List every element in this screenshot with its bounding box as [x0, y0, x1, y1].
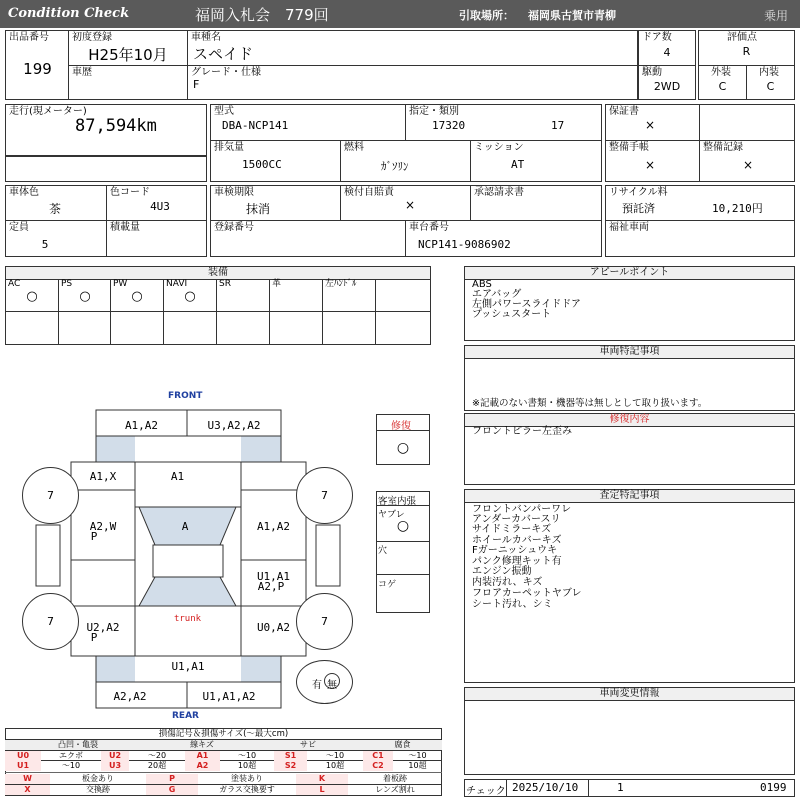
front-label: FRONT	[168, 391, 203, 401]
equip-label-ac: AC	[8, 279, 21, 289]
capacity-label: 定員	[9, 222, 29, 233]
displacement: 1500CC	[242, 158, 282, 171]
body-color: 茶	[48, 202, 61, 216]
part-rear-quarter-left-2: P	[90, 631, 98, 644]
mileage-label: 走行(現メーター)	[9, 106, 87, 117]
lot-number-label: 出品番号	[9, 32, 49, 43]
part-rear-door-right: U1,A1	[256, 570, 291, 583]
legend-desc: 交換跡	[86, 785, 110, 794]
part-front-door-right: A1,A2	[256, 520, 291, 533]
repair-line: フロントピラー左歪み	[472, 426, 572, 437]
legend-desc: 10超	[325, 761, 345, 770]
inspection-note-line: フロントバンパーワレ	[472, 504, 572, 515]
color-code: 4U3	[150, 200, 170, 213]
lot-number: 199	[23, 60, 52, 78]
grade: F	[193, 78, 200, 91]
interior-title: 客室内張	[378, 496, 417, 507]
equip-label-pw: PW	[113, 279, 128, 289]
wheel-rear-right: 7	[296, 593, 353, 650]
part-rear-bumper-left: A2,A2	[113, 690, 147, 703]
part-rear-door-right-2: A2,P	[257, 580, 285, 593]
inspection-notes-title: 査定特記事項	[465, 490, 794, 503]
legend-desc: 〜10	[408, 751, 427, 760]
appeal-line: 左側パワースライドドア	[472, 299, 581, 310]
displacement-label: 排気量	[214, 142, 244, 153]
none-label: 無	[327, 680, 337, 691]
check-date: 2025/10/10	[512, 781, 579, 794]
vehicle-category: 乗用	[764, 9, 789, 23]
trunk-label: trunk	[173, 614, 202, 624]
yes-label: 有	[312, 680, 322, 691]
special-notes-text: ※記載のない書類・機器等は無しとして取り扱います。	[472, 398, 708, 409]
first-reg: H25年10月	[88, 46, 168, 64]
approval-label: 承認請求書	[474, 187, 524, 198]
repair-box-value: ○	[396, 440, 410, 456]
legend-code: A2	[185, 761, 220, 771]
legend-code: U1	[5, 761, 41, 771]
capacity: 5	[41, 238, 49, 251]
designation: 17320	[432, 119, 466, 132]
inspection-label: 車検期限	[214, 187, 254, 198]
welfare-label: 福祉車両	[609, 222, 649, 233]
load-label: 積載量	[110, 222, 140, 233]
part-windshield: A	[181, 520, 189, 533]
equipment-title: 装備	[6, 267, 430, 280]
designation-label: 指定・類別	[409, 106, 459, 117]
legend-header-scratch: 線キズ	[151, 740, 253, 750]
part-front-door-left: A2,W	[89, 520, 117, 533]
legend-desc: 10超	[408, 761, 427, 770]
color-code-label: 色コード	[110, 187, 150, 198]
fuel-label: 燃料	[344, 142, 364, 153]
equip-label-navi: NAVI	[166, 279, 188, 289]
header-title: Condition Check	[8, 6, 130, 21]
legend-desc: ガラス交換要す	[219, 785, 275, 794]
transmission-label: ミッション	[474, 142, 524, 153]
service-record-label: 整備記録	[703, 142, 743, 153]
rear-label: REAR	[172, 711, 199, 721]
legend-desc: エクボ	[59, 751, 83, 760]
part-trunk-lid: U1,A1	[171, 660, 205, 673]
interior-label: 内装	[759, 67, 779, 78]
check-count: 1	[617, 781, 624, 794]
body-color-label: 車体色	[9, 187, 39, 198]
recycle-fee: 10,210円	[712, 202, 763, 215]
pickup-place: 福岡県古賀市青柳	[528, 9, 616, 22]
pickup-label: 引取場所：	[459, 9, 514, 22]
equip-label-leather: 革	[272, 279, 282, 289]
mileage: 87,594km	[75, 116, 157, 136]
special-notes-title: 車両特記事項	[465, 346, 794, 359]
chassis-label: 車台番号	[409, 222, 449, 233]
legend-desc: 塗装あり	[231, 774, 263, 783]
history-label: 車歴	[72, 67, 92, 78]
equip-label-ps: PS	[61, 279, 73, 289]
wheel-front-left: 7	[22, 467, 79, 524]
inspection-note-line: アンダーカバースリ	[472, 514, 561, 525]
part-front-bumper-right: U3,A2,A2	[207, 419, 261, 432]
legend-desc: 20超	[147, 761, 167, 770]
inspection-note-line: サイドミラーキズ	[472, 524, 552, 535]
model-name: スペイド	[193, 45, 254, 63]
legend-code: U2	[101, 751, 129, 761]
inspection-note-line: パンク修理キット有	[472, 556, 562, 567]
doors-label: ドア数	[642, 32, 672, 43]
legend-desc: 着板跡	[383, 774, 407, 783]
interior-burn-label: コゲ	[378, 580, 397, 590]
legend-code: A1	[185, 751, 220, 761]
legend-code: X	[5, 785, 50, 795]
repair-box-title: 修復	[391, 421, 411, 432]
legend-desc: 〜10	[237, 751, 257, 760]
recycle-status: 預託済	[622, 202, 655, 215]
legend-header-corrosion: 腐食	[363, 740, 442, 750]
warranty-label: 保証書	[609, 106, 639, 117]
grade-label: グレード・仕様	[191, 67, 261, 78]
check-label: チェック	[466, 786, 506, 797]
inspection-note-line: フロアカーペットヤブレ	[472, 588, 582, 599]
inspection: 抹消	[245, 202, 270, 216]
insurance-label: 検付自賠責	[344, 187, 394, 198]
repair-title: 修復内容	[465, 414, 794, 427]
equip-value-ac: ○	[26, 289, 38, 304]
equip-label-lhd: 左ﾊﾝﾄﾞﾙ	[325, 279, 357, 289]
appeal-line: ABS	[472, 279, 492, 290]
legend-desc: 板金あり	[82, 774, 114, 783]
part-front-bumper-left: A1,A2	[124, 419, 159, 432]
equip-value-navi: ○	[184, 289, 196, 304]
equip-label-sr: SR	[219, 279, 231, 289]
rating: R	[742, 45, 751, 58]
part-rear-quarter-left: U2,A2	[86, 621, 120, 634]
legend-code: S2	[274, 761, 307, 771]
interior-hole-label: 穴	[378, 546, 388, 556]
first-reg-label: 初度登録	[72, 32, 112, 43]
insurance: ×	[404, 198, 416, 212]
transmission: AT	[511, 158, 525, 171]
interior-tear-label: ヤブレ	[378, 510, 405, 520]
drive: 2WD	[653, 80, 681, 93]
type-label: 型式	[214, 106, 234, 117]
fuel: ｶﾞｿﾘﾝ	[381, 160, 409, 173]
part-rear-bumper-right: U1,A1,A2	[202, 690, 256, 703]
legend-code: U0	[5, 751, 41, 761]
type: DBA-NCP141	[222, 119, 289, 132]
part-hood: A1	[170, 470, 185, 483]
legend-desc: 〜10	[325, 751, 345, 760]
inspection-note-line: ホイールカバーキズ	[472, 535, 562, 546]
part-front-door-left-2: P	[90, 530, 98, 543]
part-fender-left: A1,X	[89, 470, 117, 483]
reg-number-label: 登録番号	[214, 222, 254, 233]
legend-code: S1	[274, 751, 307, 761]
drive-label: 駆動	[642, 67, 662, 78]
interior-tear-value: ○	[396, 518, 410, 534]
service-book: ×	[644, 158, 656, 172]
legend-desc: 〜20	[147, 751, 167, 760]
change-info-title: 車両変更情報	[465, 688, 794, 701]
legend-desc: 〜10	[61, 761, 81, 770]
legend-code: L	[296, 785, 348, 795]
part-rear-quarter-right: U0,A2	[256, 621, 291, 634]
legend-title: 損傷記号＆損傷サイズ(〜最大cm)	[158, 729, 289, 739]
appeal-line: エアバッグ	[472, 289, 522, 300]
rating-label: 評価点	[727, 32, 757, 43]
wheel-rear-left: 7	[22, 593, 79, 650]
category-number: 17	[551, 119, 565, 132]
legend-code: W	[5, 774, 50, 784]
legend-header-dent: 凸凹・亀裂	[5, 740, 151, 750]
service-record: ×	[742, 158, 754, 172]
legend-header-rust: サビ	[253, 740, 363, 750]
appeal-line: プッシュスタート	[472, 309, 552, 320]
legend-code: U3	[101, 761, 129, 771]
interior: C	[766, 80, 775, 93]
doors: 4	[663, 46, 671, 59]
legend-code: G	[146, 785, 198, 795]
recycle-label: リサイクル料	[609, 187, 668, 198]
legend-code: P	[146, 774, 198, 784]
equip-value-ps: ○	[79, 289, 91, 304]
inspection-note-line: シート汚れ、シミ	[472, 599, 553, 610]
inspection-note-line: 内装汚れ、キズ	[472, 577, 543, 588]
legend-desc: レンズ割れ	[375, 785, 415, 794]
exterior: C	[718, 80, 727, 93]
warranty: ×	[644, 118, 656, 132]
service-book-label: 整備手帳	[609, 142, 649, 153]
check-code: 0199	[760, 781, 787, 794]
wheel-front-right: 7	[296, 467, 353, 524]
legend-code: K	[296, 774, 348, 784]
model-name-label: 車種名	[191, 32, 221, 43]
appeal-title: アピールポイント	[465, 267, 794, 280]
inspection-note-line: エンジン振動	[472, 566, 532, 577]
inspection-note-line: Fガーニッシュウキ	[472, 545, 558, 556]
legend-desc: 10超	[237, 761, 257, 770]
exterior-label: 外装	[711, 67, 731, 78]
chassis: NCP141-9086902	[418, 238, 511, 251]
auction-name: 福岡入札会 779回	[195, 6, 329, 24]
legend-code: C1	[363, 751, 393, 761]
equip-value-pw: ○	[131, 289, 143, 304]
legend-code: C2	[363, 761, 393, 771]
